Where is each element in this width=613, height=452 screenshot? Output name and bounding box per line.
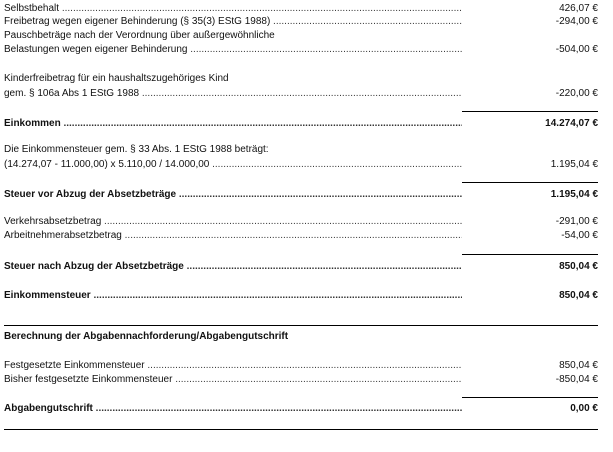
amount-steuer-vor: 1.195,04 € (550, 189, 598, 200)
subtotal-rule-steuer-vor (462, 182, 598, 183)
row-kinder (4, 87, 598, 100)
row-bisher (4, 373, 598, 386)
bottom-rule (4, 429, 598, 430)
section-title: Berechnung der Abgabennachforderung/Abgabengutschrift (4, 331, 289, 342)
amount-arbeitnehmer: -54,00 € (561, 230, 598, 241)
subtotal-rule-einkommen (462, 111, 598, 112)
amount-verkehr: -291,00 € (555, 216, 598, 227)
label-est-line1: Die Einkommensteuer gem. § 33 Abs. 1 EStG 1988 beträgt: (4, 144, 269, 155)
label-pauschal: Belastungen wegen eigener Behinderung ..... (4, 43, 462, 56)
label-freibetrag: Freibetrag wegen eigener Behinderung (§ 35(3) EStG 1988) ..... (4, 15, 462, 28)
row-est-line1 (4, 143, 598, 156)
label-bisher: Bisher festgesetzte Einkommensteuer ..... (4, 373, 462, 386)
row-festgesetzt (4, 359, 598, 372)
amount-selbstbehalt: 426,07 € (559, 3, 598, 14)
row-selbstbehalt (4, 2, 598, 15)
amount-steuer-nach: 850,04 € (559, 261, 598, 272)
label-arbeitnehmer: Arbeitnehmerabsetzbetrag ..... (4, 229, 462, 242)
row-einkommensteuer (4, 289, 598, 302)
row-kinder-line1 (4, 72, 598, 85)
section-title-row (4, 330, 598, 343)
row-einkommen (4, 117, 598, 130)
label-selbstbehalt: Selbstbehalt ..... (4, 2, 462, 15)
label-kinder-line1: Kinderfreibetrag für ein haushaltszugehöriges Kind (4, 73, 229, 84)
amount-gutschrift: 0,00 € (570, 403, 598, 414)
amount-est-calc: 1.195,04 € (550, 159, 598, 170)
row-est-calc (4, 158, 598, 171)
amount-einkommensteuer: 850,04 € (559, 290, 598, 301)
row-steuer-vor (4, 188, 598, 201)
row-verkehr (4, 215, 598, 228)
label-steuer-vor: Steuer vor Abzug der Absetzbeträge ..... (4, 188, 462, 201)
row-pauschal (4, 43, 598, 56)
label-kinder: gem. § 106a Abs 1 EStG 1988 ..... (4, 87, 462, 100)
label-festgesetzt: Festgesetzte Einkommensteuer ..... (4, 359, 462, 372)
amount-bisher: -850,04 € (555, 374, 598, 385)
subtotal-rule-gutschrift (462, 397, 598, 398)
label-einkommen: Einkommen ..... (4, 117, 462, 130)
label-pauschal-line1: Pauschbeträge nach der Verordnung über außergewöhnliche (4, 30, 275, 41)
row-gutschrift (4, 402, 598, 415)
amount-pauschal: -504,00 € (555, 44, 598, 55)
amount-festgesetzt: 850,04 € (559, 360, 598, 371)
label-einkommensteuer: Einkommensteuer ..... (4, 289, 462, 302)
label-steuer-nach: Steuer nach Abzug der Absetzbeträge ..... (4, 260, 462, 273)
subtotal-rule-steuer-nach (462, 254, 598, 255)
row-freibetrag (4, 15, 598, 28)
row-pauschal-line1 (4, 29, 598, 42)
label-verkehr: Verkehrsabsetzbetrag ..... (4, 215, 462, 228)
label-est-calc: (14.274,07 - 11.000,00) x 5.110,00 / 14.000,00 ..... (4, 158, 462, 171)
amount-freibetrag: -294,00 € (555, 16, 598, 27)
amount-kinder: -220,00 € (555, 88, 598, 99)
section-rule (4, 325, 598, 326)
label-gutschrift: Abgabengutschrift ..... (4, 402, 462, 415)
amount-einkommen: 14.274,07 € (545, 118, 598, 129)
row-steuer-nach (4, 260, 598, 273)
row-arbeitnehmer (4, 229, 598, 242)
